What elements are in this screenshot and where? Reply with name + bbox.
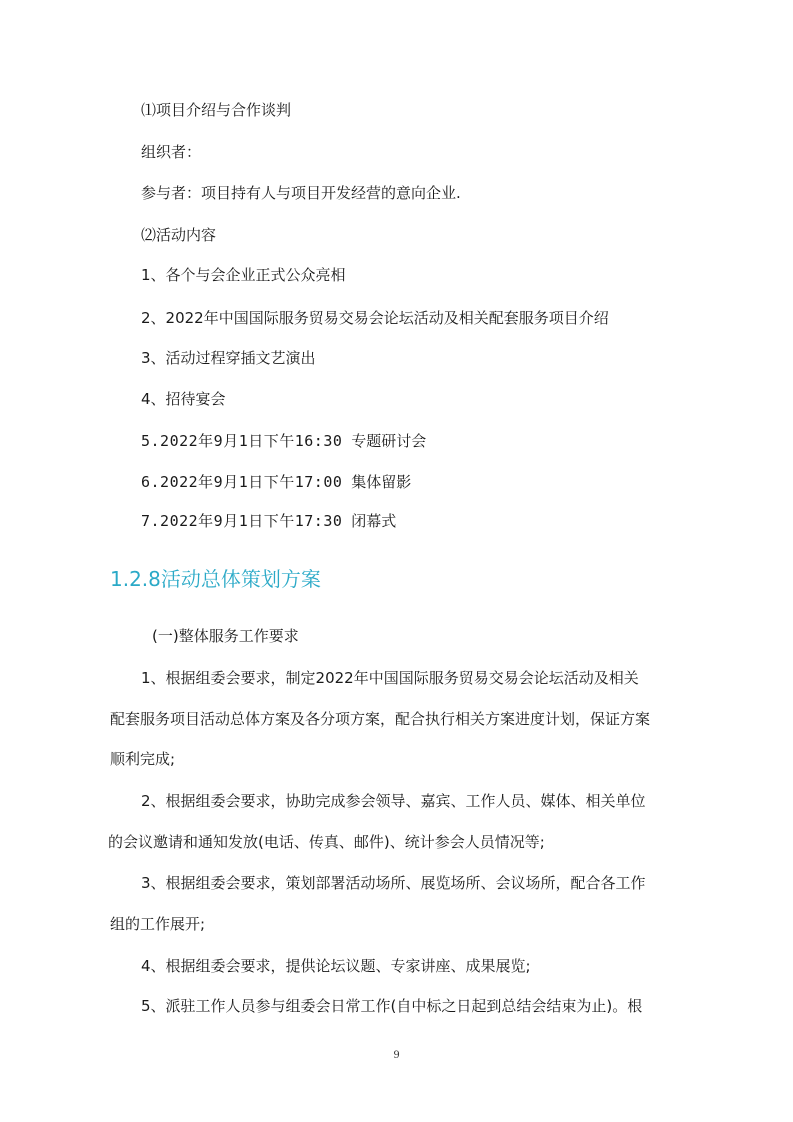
schedule-event: 集体留影 <box>351 473 412 491</box>
paragraph-line: 5、派驻工作人员参与组委会日常工作(自中标之日起到总结会结束为止)。根 <box>141 997 643 1015</box>
paragraph-line: 4、根据组委会要求，提供论坛议题、专家讲座、成果展览; <box>141 957 531 975</box>
activity-item: 2、2022年中国国际服务贸易交易会论坛活动及相关配套服务项目介绍 <box>141 309 609 327</box>
participants-line: 参与者：项目持有人与项目开发经营的意向企业. <box>141 184 461 202</box>
activity-item: 4、招待宴会 <box>141 390 226 408</box>
section-heading: 1.2.8活动总体策划方案 <box>110 567 321 591</box>
activity-item: 1、各个与会企业正式公众亮相 <box>141 266 346 284</box>
schedule-item <box>141 472 411 492</box>
schedule-time: 5.2022年9月1日下午16:30 <box>141 432 343 450</box>
schedule-item <box>141 511 396 531</box>
activity-content-heading: ⑵活动内容 <box>141 226 217 244</box>
paragraph-line: 1、根据组委会要求，制定2022年中国国际服务贸易交易会论坛活动及相关 <box>141 669 639 687</box>
paragraph-line: 2、根据组委会要求，协助完成参会领导、嘉宾、工作人员、媒体、相关单位 <box>141 792 646 810</box>
page-number: 9 <box>393 1050 400 1061</box>
schedule-time: 7.2022年9月1日下午17:30 <box>141 512 343 530</box>
paragraph-line: 的会议邀请和通知发放(电话、传真、邮件)、统计参会人员情况等; <box>108 833 545 851</box>
schedule-event: 闭幕式 <box>351 512 397 530</box>
schedule-event: 专题研讨会 <box>351 432 427 450</box>
activity-item: 3、活动过程穿插文艺演出 <box>141 349 316 367</box>
subheading: (一)整体服务工作要求 <box>152 627 299 645</box>
paragraph-line: 3、根据组委会要求，策划部署活动场所、展览场所、会议场所，配合各工作 <box>141 874 646 892</box>
schedule-item <box>141 431 426 451</box>
schedule-time: 6.2022年9月1日下午17:00 <box>141 473 343 491</box>
project-intro-heading: ⑴项目介绍与合作谈判 <box>141 101 292 119</box>
paragraph-line: 组的工作展开; <box>110 915 206 933</box>
organizer-line: 组织者： <box>141 143 202 161</box>
paragraph-line: 顺利完成; <box>110 750 176 768</box>
paragraph-line: 配套服务项目活动总体方案及各分项方案，配合执行相关方案进度计划，保证方案 <box>110 710 651 728</box>
